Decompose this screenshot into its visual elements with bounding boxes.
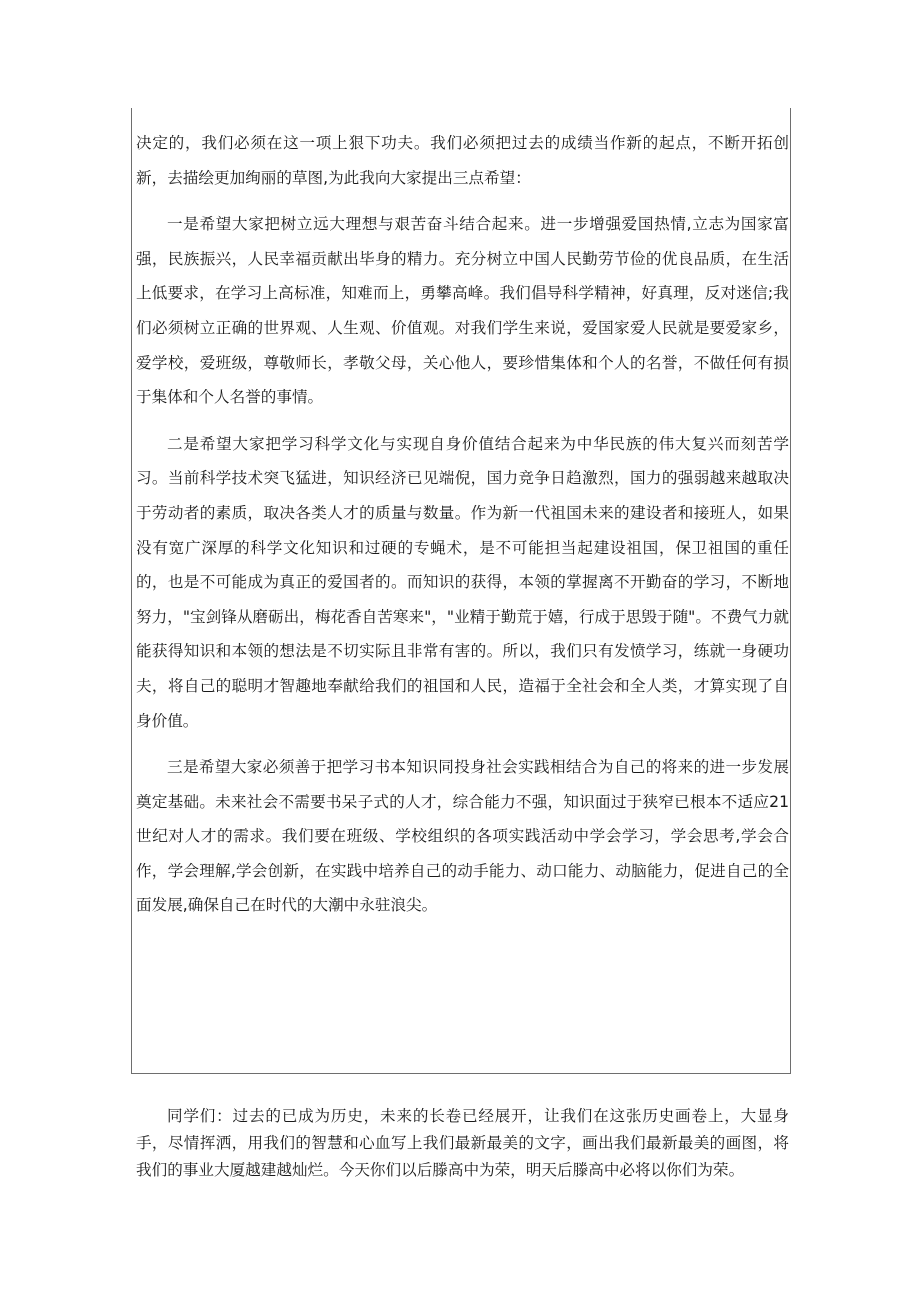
paragraph-hope-one: 一是希望大家把树立远大理想与艰苦奋斗结合起来。进一步增强爱国热情,立志为国家富强，民族振兴，人民幸福贡献出毕身的精力。充分树立中国人民勤劳节俭的优良品质，在生活上低要求，在学习上高标准，知难而上，勇攀高峰。我们倡导科学精神，好真理，反对迷信;我们必须树立正确的世界观、人生观、价值观。对我们学生来说，爱国家爱人民就是要爱家乡，爱学校，爱班级，尊敬师长，孝敬父母，关心他人，要珍惜集体和个人的名誉，不做任何有损于集体和个人名誉的事情。 xyxy=(136,215,789,407)
closing-paragraph: 同学们：过去的已成为历史，未来的长卷已经展开，让我们在这张历史画卷上，大显身手，尽情挥洒，用我们的智慧和心血写上我们最新最美的文字，画出我们最新最美的画图，将我们的事业大厦越建越灿烂。今天你们以后滕高中为荣，明天后滕高中必将以你们为荣。 xyxy=(136,1107,789,1179)
paragraph-hope-three: 三是希望大家必须善于把学习书本知识同投身社会实践相结合为自己的将来的进一步发展奠定基础。未来社会不需要书呆子式的人才，综合能力不强，知识面过于狭窄已根本不适应21世纪对人才的需求。我们要在班级、学校组织的各项实践活动中学会学习，学会思考,学会合作，学会理解,学会创新，在实践中培养自己的动手能力、动口能力、动脑能力，促进自己的全面发展,确保自己在时代的大潮中永驻浪尖。 xyxy=(136,758,789,915)
framed-body-text xyxy=(136,126,789,923)
paragraph-hope-two: 二是希望大家把学习科学文化与实现自身价值结合起来为中华民族的伟大复兴而刻苦学习。当前科学技术突飞猛进，知识经济已见端倪，国力竞争日趋激烈，国力的强弱越来越取决于劳动者的素质，取决各类人才的质量与数量。作为新一代祖国未来的建设者和接班人，如果没有宽广深厚的科学文化知识和过硬的专蝇术，是不可能担当起建设祖国，保卫祖国的重任的，也是不可能成为真正的爱国者的。而知识的获得，本领的掌握离不开勤奋的学习，不断地努力，"宝剑锋从磨砺出，梅花香自苦寒来"，"业精于勤荒于嬉，行成于思毁于随"。不费气力就能获得知识和本领的想法是不切实际且非常有害的。所以，我们只有发愤学习，练就一身硬功夫，将自己的聪明才智趣地奉献给我们的祖国和人民，造福于全社会和全人类，才算实现了自身价值。 xyxy=(136,434,789,730)
paragraph-intro: 决定的，我们必须在这一项上狠下功夫。我们必须把过去的成绩当作新的起点，不断开拓创新，去描绘更加绚丽的草图,为此我向大家提出三点希望： xyxy=(136,134,789,187)
